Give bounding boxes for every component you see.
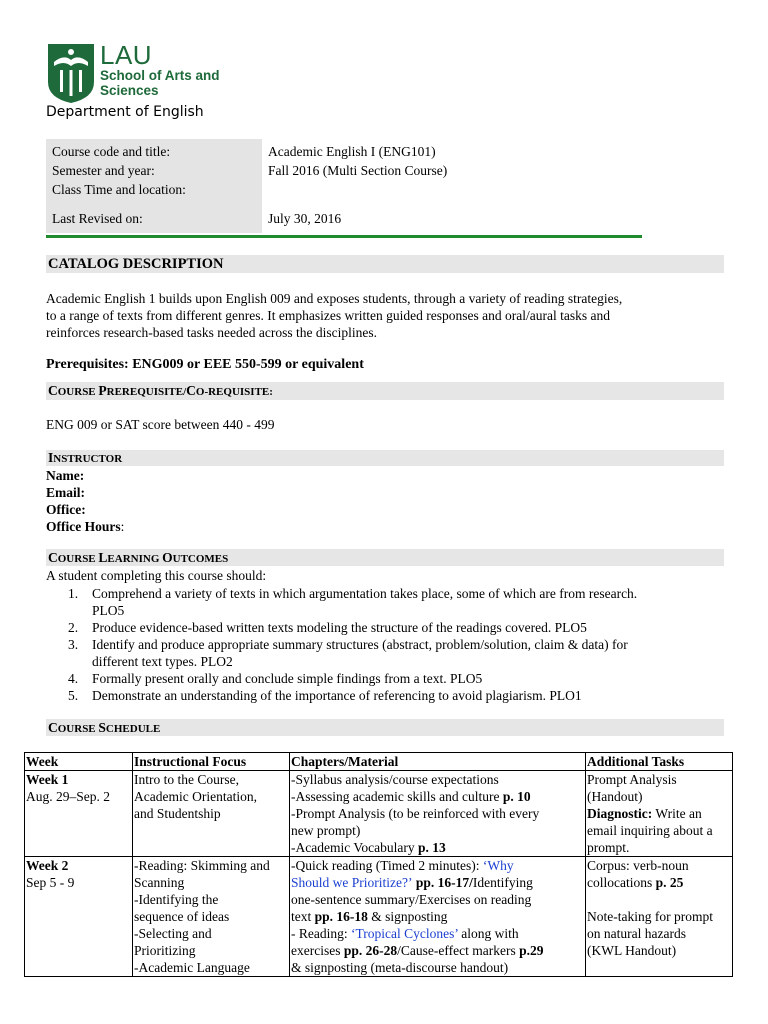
material-text: -Academic Vocabulary (291, 840, 418, 855)
heading-part: I (48, 450, 54, 465)
outcomes-heading (46, 549, 724, 566)
last-revised-value: July 30, 2016 (268, 211, 342, 226)
heading-part: O-REQUISITE: (195, 386, 273, 398)
material-line (291, 925, 584, 942)
catalog-line: Academic English 1 builds upon English 009 and exposes students, through a variety of reading strategies, (46, 291, 623, 306)
list-item (46, 619, 722, 636)
page-ref: p. 10 (502, 789, 531, 804)
list-text: Comprehend a variety of texts in which argumentation takes place, some of which are from research. (92, 586, 638, 601)
task-line (587, 874, 731, 891)
semester-label: Semester and year: (52, 163, 155, 178)
instructor-office-label: Office: (46, 502, 86, 517)
schedule-table (24, 752, 733, 977)
material-line: one-sentence summary/Exercises on reading (291, 892, 532, 907)
list-number: 2. (68, 620, 79, 635)
lau-logo (46, 42, 276, 106)
heading-part: UTCOMES (172, 553, 229, 565)
page-ref: p. 25 (655, 875, 684, 890)
focus-line: -Selecting and (134, 926, 212, 941)
list-text: PLO5 (92, 603, 125, 618)
heading-part: S (98, 720, 106, 735)
list-number: 5. (68, 688, 79, 703)
week-dates: Sep 5 - 9 (26, 875, 75, 890)
heading-part: L (98, 550, 108, 565)
task-line: prompt. (587, 840, 630, 855)
class-time-label: Class Time and location: (52, 182, 186, 197)
heading-part: REREQUISITE/ (106, 386, 187, 398)
outcomes-list (46, 585, 722, 704)
heading-part: EARNING (107, 553, 163, 565)
course-code-value: Academic English I (ENG101) (268, 144, 436, 159)
material-cell (290, 857, 586, 977)
reading-link[interactable]: Should we Prioritize?’ (291, 875, 413, 890)
focus-line: Prioritizing (134, 943, 196, 958)
office-hours-colon: : (120, 519, 125, 534)
focus-cell (133, 771, 290, 857)
focus-cell (133, 857, 290, 977)
course-info-box (46, 139, 642, 233)
material-line (291, 839, 584, 856)
material-text: text (291, 909, 315, 924)
tasks-cell (586, 771, 733, 857)
heading-part: O (162, 550, 173, 565)
catalog-line: to a range of texts from different genres. It emphasizes written guided responses and oral/aural tasks and (46, 308, 610, 323)
focus-line: -Reading: Skimming and (134, 858, 270, 873)
page-ref: pp. 16-17/ (412, 875, 473, 890)
week-label: Week 1 (26, 772, 69, 787)
table-header-row (25, 753, 733, 771)
heading-part: OURSE (57, 553, 99, 565)
material-text: -Assessing academic skills and culture (291, 789, 503, 804)
catalog-description (46, 290, 722, 341)
list-text: Identify and produce appropriate summary structures (abstract, problem/solution, claim & data) for (92, 637, 628, 652)
task-line (587, 805, 731, 822)
heading-part: NSTRUCTOR (53, 453, 123, 465)
last-revised-label: Last Revised on: (52, 211, 143, 226)
task-text: Write an (652, 806, 702, 821)
list-text: Demonstrate an understanding of the importance of referencing to avoid plagiarism. PLO1 (92, 688, 582, 703)
material-line (291, 942, 584, 959)
task-line: Prompt Analysis (587, 772, 677, 787)
table-row (25, 857, 733, 977)
task-label: Diagnostic: (587, 806, 653, 821)
tasks-cell (586, 857, 733, 977)
material-text: - Reading: (291, 926, 351, 941)
material-text: -Quick reading (Timed 2 minutes): (291, 858, 483, 873)
material-line (291, 874, 584, 891)
reading-link[interactable]: ‘Tropical Cyclones’ (351, 926, 458, 941)
instructor-name-label: Name: (46, 468, 85, 483)
week-label: Week 2 (26, 858, 69, 873)
instructor-email-label: Email: (46, 485, 85, 500)
focus-line: and Studentship (134, 806, 221, 821)
material-text: exercises (291, 943, 344, 958)
week-cell (25, 857, 133, 977)
instructor-details (46, 467, 722, 535)
focus-line: sequence of ideas (134, 909, 230, 924)
focus-line: Intro to the Course, (134, 772, 239, 787)
column-header-week: Week (25, 753, 133, 771)
task-line: (KWL Handout) (587, 943, 677, 958)
logo-title: LAU (100, 40, 153, 70)
week-dates: Aug. 29–Sep. 2 (26, 789, 110, 804)
list-text: Produce evidence-based written texts modeling the structure of the readings covered. PLO5 (92, 620, 587, 635)
prerequisite-text: ENG 009 or SAT score between 440 - 499 (46, 417, 275, 432)
list-text: Formally present orally and conclude simple findings from a text. PLO5 (92, 671, 483, 686)
instructor-office-hours-label (46, 518, 722, 535)
week-cell (25, 771, 133, 857)
focus-line: Scanning (134, 875, 185, 890)
heading-part: OURSE (57, 386, 99, 398)
catalog-heading: CATALOG DESCRIPTION (46, 255, 724, 273)
table-row (25, 771, 733, 857)
task-line: on natural hazards (587, 926, 686, 941)
heading-part: C (48, 383, 58, 398)
list-number: 4. (68, 671, 79, 686)
material-line (291, 788, 584, 805)
office-hours-text: Office Hours (46, 519, 121, 534)
heading-part: C (48, 550, 58, 565)
material-text: Identifying (472, 875, 533, 890)
heading-part: P (98, 383, 107, 398)
department-name: Department of English (46, 104, 204, 120)
task-spacer (587, 891, 731, 908)
page-ref: p.29 (519, 943, 544, 958)
material-text: /Cause-effect markers (397, 943, 520, 958)
heading-part: OURSE (57, 723, 99, 735)
list-number: 1. (68, 586, 79, 601)
course-info-values (262, 139, 642, 233)
list-item (46, 585, 722, 619)
prerequisites-line: Prerequisites: ENG009 or EEE 550-599 or equivalent (46, 357, 364, 372)
focus-line: Academic Orientation, (134, 789, 257, 804)
course-info-labels (46, 139, 262, 233)
material-line: new prompt) (291, 823, 361, 838)
page-ref: pp. 16-18 (314, 909, 368, 924)
task-line: Note-taking for prompt (587, 909, 713, 924)
column-header-focus: Instructional Focus (133, 753, 290, 771)
task-line: (Handout) (587, 789, 643, 804)
material-line (291, 857, 584, 874)
schedule-heading (46, 719, 724, 736)
heading-part: CHEDULE (105, 723, 161, 735)
catalog-line: reinforces research-based tasks needed across the disciplines. (46, 325, 377, 340)
instructor-heading (46, 450, 724, 466)
lau-emblem-icon (46, 42, 96, 104)
material-text: along with (457, 926, 519, 941)
outcomes-intro: A student completing this course should: (46, 568, 267, 583)
focus-line: -Identifying the (134, 892, 219, 907)
page-ref: p. 13 (417, 840, 446, 855)
list-item (46, 687, 722, 704)
material-text: & signposting (367, 909, 448, 924)
logo-subtitle: School of Arts and Sciences (100, 68, 220, 98)
header-divider (46, 235, 642, 238)
course-code-label: Course code and title: (52, 144, 171, 159)
list-text: different text types. PLO2 (92, 654, 233, 669)
material-line: -Syllabus analysis/course expectations (291, 772, 499, 787)
material-line: & signposting (meta-discourse handout) (291, 960, 509, 975)
focus-line: -Academic Language (134, 960, 250, 975)
heading-part: C (48, 720, 58, 735)
task-line: Corpus: verb-noun (587, 858, 689, 873)
list-item (46, 670, 722, 687)
task-line: email inquiring about a (587, 823, 713, 838)
material-line: -Prompt Analysis (to be reinforced with every (291, 806, 540, 821)
reading-link[interactable]: ‘Why (482, 858, 514, 873)
list-number: 3. (68, 637, 79, 652)
column-header-material: Chapters/Material (290, 753, 586, 771)
task-text: collocations (587, 875, 656, 890)
page-ref: pp. 26-28 (343, 943, 398, 958)
material-line (291, 908, 584, 925)
list-item (46, 636, 722, 670)
heading-part: C (186, 383, 196, 398)
column-header-tasks: Additional Tasks (586, 753, 733, 771)
prerequisite-heading (46, 382, 724, 400)
semester-value: Fall 2016 (Multi Section Course) (268, 163, 448, 178)
material-cell (290, 771, 586, 857)
